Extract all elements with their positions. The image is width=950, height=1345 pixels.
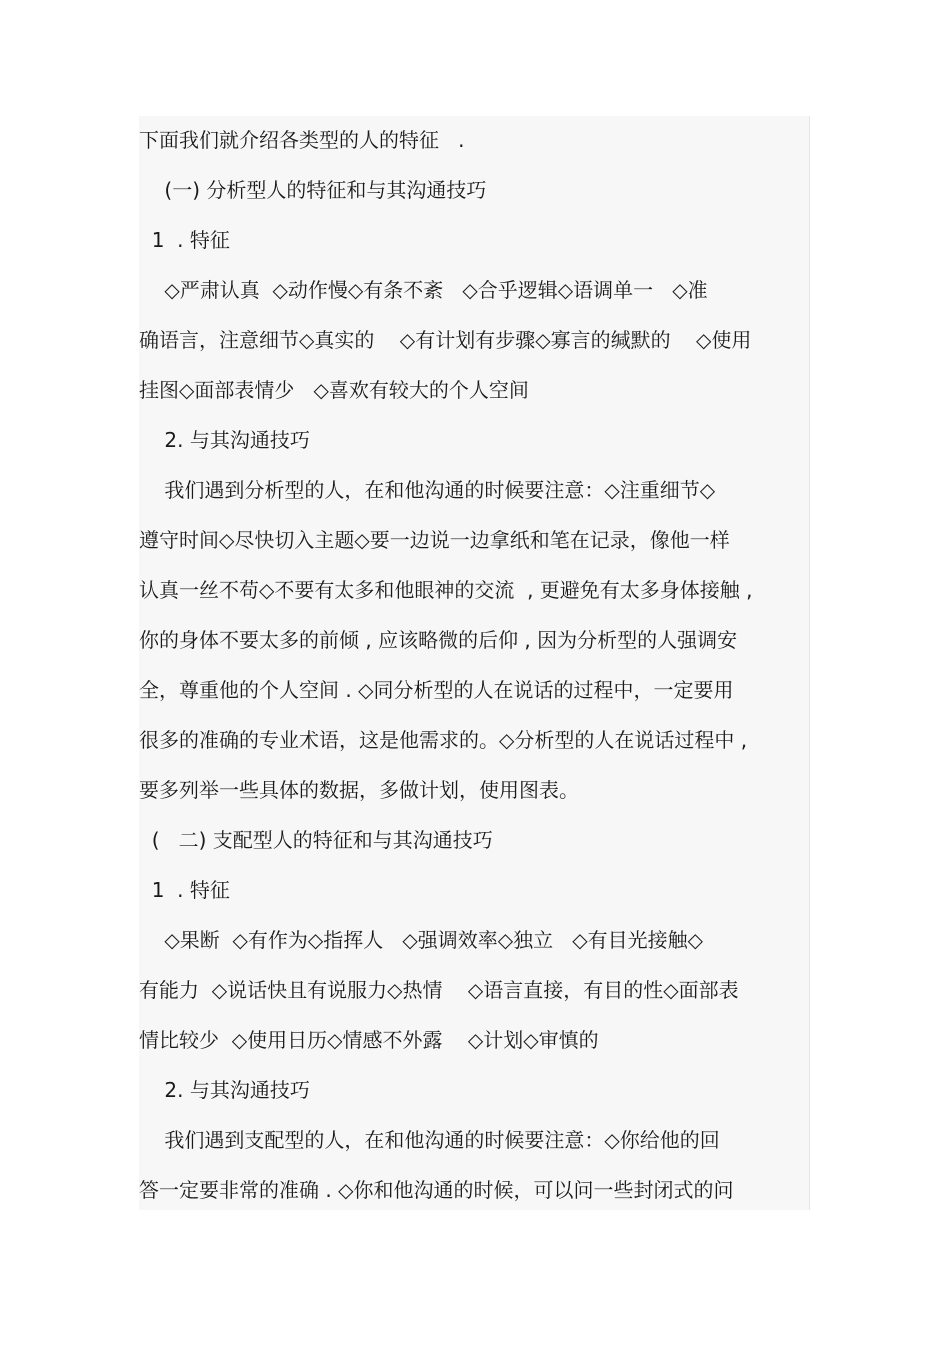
paragraph-line: 情比较少 ◇使用日历◇情感不外露 ◇计划◇审慎的	[139, 1028, 599, 1052]
paragraph-line: 有能力 ◇说话快且有说服力◇热情 ◇语言直接，有目的性◇面部表	[139, 978, 739, 1002]
section-1-heading: (一) 分析型人的特征和与其沟通技巧	[139, 178, 487, 202]
section-2-subheading-tips: 2. 与其沟通技巧	[139, 1078, 310, 1102]
section-2-subheading-traits: 1 . 特征	[139, 878, 230, 902]
section-1-subheading-traits: 1 . 特征	[139, 228, 230, 252]
paragraph-line: 你的身体不要太多的前倾 , 应该略微的后仰 , 因为分析型的人强调安	[139, 628, 738, 652]
section-2-heading: ( 二) 支配型人的特征和与其沟通技巧	[139, 828, 493, 852]
paragraph-line: 认真一丝不苟◇不要有太多和他眼神的交流 , 更避免有太多身体接触 ,	[139, 578, 753, 602]
paragraph-line: ◇果断 ◇有作为◇指挥人 ◇强调效率◇独立 ◇有目光接触◇	[139, 928, 703, 952]
paragraph-line: 我们遇到分析型的人，在和他沟通的时候要注意：◇注重细节◇	[139, 478, 716, 502]
paragraph-line: 答一定要非常的准确 . ◇你和他沟通的时候，可以问一些封闭式的问	[139, 1178, 734, 1202]
paragraph-line: 我们遇到支配型的人，在和他沟通的时候要注意：◇你给他的回	[139, 1128, 720, 1152]
paragraph-line: 确语言，注意细节◇真实的 ◇有计划有步骤◇寡言的缄默的 ◇使用	[139, 328, 752, 352]
paragraph-line: 遵守时间◇尽快切入主题◇要一边说一边拿纸和笔在记录，像他一样	[139, 528, 730, 552]
paragraph-line: 全，尊重他的个人空间 . ◇同分析型的人在说话的过程中，一定要用	[139, 678, 734, 702]
intro-line: 下面我们就介绍各类型的人的特征 .	[139, 128, 465, 152]
section-1-subheading-tips: 2. 与其沟通技巧	[139, 428, 310, 452]
paragraph-line: 很多的准确的专业术语，这是他需求的。◇分析型的人在说话过程中 ,	[139, 728, 748, 752]
paragraph-line: 挂图◇面部表情少 ◇喜欢有较大的个人空间	[139, 378, 529, 402]
paragraph-line: 要多列举一些具体的数据，多做计划，使用图表。	[139, 778, 579, 802]
paragraph-line: ◇严肃认真 ◇动作慢◇有条不紊 ◇合乎逻辑◇语调单一 ◇准	[139, 278, 708, 302]
